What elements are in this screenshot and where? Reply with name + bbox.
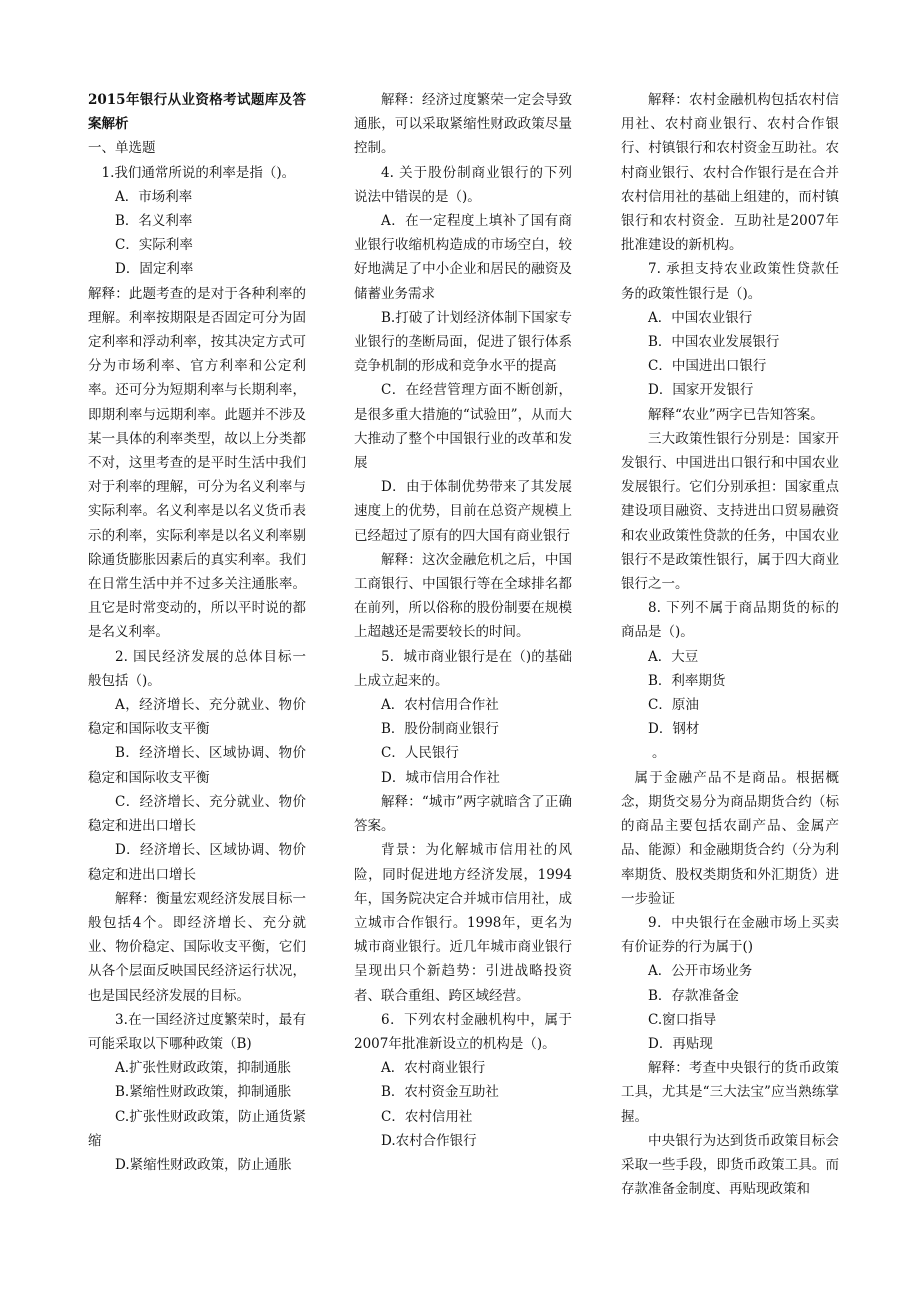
q3-option-a: A.扩张性财政政策，抑制通胀 <box>115 1060 292 1077</box>
q1-option-d: D．固定利率 <box>115 261 194 278</box>
question-7: 7. 承担支持农业政策性贷款任务的政策性银行是（)。 <box>621 261 839 302</box>
question-4: 4. 关于股份制商业银行的下列说法中错误的是（)。 <box>354 164 572 205</box>
q5-explanation: 解释：“城市”两字就暗含了正确答案。 <box>354 793 572 835</box>
q4-option-c: C．在经营管理方面不断创新，是很多重大措施的“试验田”，从而大大推动了整个中国银行业的改革和发展 <box>354 382 572 472</box>
q8-option-d: D．钢材 <box>648 721 700 738</box>
q4-explanation: 解释：这次金融危机之后，中国工商银行、中国银行等在全球排名都在前列，所以俗称的股份制要在规模上超越还是需要较长的时间。 <box>354 551 572 641</box>
q3-option-d: D.紧缩性财政政策，防止通胀 <box>115 1156 292 1173</box>
q9-option-a: A．公开市场业务 <box>648 963 753 980</box>
q1-explanation: 解释：此题考查的是对于各种利率的理解。利率按期限是否固定可分为固定利率和浮动利率，按其决定方式可分为市场利率、官方利率和公定利率。还可分为短期利率与长期利率，即期利率与远期利率。此题并不涉及某一具体的利率类型，故以上分类都不对，这里考查的是平时生活中我们对于利率的理解，可分为名义利率与实际利率。名义利率是以名义货币表示的利率，实际利率是以名义利率剔除通货膨胀因素后的真实利率。我们在日常生活中并不过多关注通胀率。且它是时常变动的，所以平时说的都是名义利率。 <box>88 285 306 641</box>
q2-option-d: D．经济增长、区域协调、物价稳定和进出口增长 <box>88 842 306 883</box>
q7-option-c: C．中国进出口银行 <box>648 358 767 375</box>
q8-option-b: B．利率期货 <box>648 672 726 689</box>
section-heading: 一、单选题 <box>88 140 156 157</box>
q1-option-b: B．名义利率 <box>115 213 193 230</box>
q9-option-d: D．再贴现 <box>648 1035 713 1052</box>
q8-option-c: C．原油 <box>648 697 699 714</box>
q9-option-b: B．存款准备金 <box>648 987 739 1004</box>
question-9: 9．中央银行在金融市场上买卖有价证券的行为属于() <box>621 914 839 956</box>
q5-option-a: A．农村信用合作社 <box>381 697 499 714</box>
q3-option-b: B.紧缩性财政政策，抑制通胀 <box>115 1084 292 1101</box>
q6-option-b: B．农村资金互助社 <box>381 1084 499 1101</box>
question-3: 3.在一国经济过度繁荣时，最有可能采取以下哪种政策（B) <box>88 1011 306 1052</box>
q6-explanation: 解释：农村金融机构包括农村信用社、农村商业银行、农村合作银行、村镇银行和农村资金互助社。农村商业银行、农村合作银行是在合并农村信用社的基础上组建的，而村镇银行和农村资金．互助社是2007年批准建设的新机构。 <box>621 92 839 254</box>
q7-option-a: A．中国农业银行 <box>648 309 753 326</box>
q2-explanation: 解释：衡量宏观经济发展目标一般包括4个。即经济增长、充分就业、物价稳定、国际收支平衡，它们从各个层面反映国民经济运行状况，也是国民经济发展的目标。 <box>88 890 306 1004</box>
column-left <box>88 88 306 1177</box>
question-6: 6．下列农村金融机构中，属于2007年批准新设立的机构是（)。 <box>354 1011 572 1052</box>
q7-explanation-detail: 三大政策性银行分别是：国家开发银行、中国进出口银行和中国农业发展银行。它们分别承担：国家重点建设项目融资、支持进出口贸易融资和农业政策性贷款的任务，中国农业银行不是政策性银行，属于四大商业银行之一。 <box>621 430 839 593</box>
question-8: 8. 下列不属于商品期货的标的商品是（)。 <box>621 600 839 641</box>
q3-explanation: 解释：经济过度繁荣一定会导致通胀，可以采取紧缩性财政政策尽量控制。 <box>354 92 572 157</box>
question-1: 1.我们通常所说的利率是指（)。 <box>101 164 296 181</box>
q9-option-c: C.窗口指导 <box>648 1011 717 1028</box>
q7-option-d: D．国家开发银行 <box>648 382 754 399</box>
question-5: 5．城市商业银行是在（)的基础上成立起来的。 <box>354 648 572 689</box>
column-right <box>621 88 839 1201</box>
q6-option-a: A．农村商业银行 <box>381 1060 486 1077</box>
q9-explanation-detail: 中央银行为达到货币政策目标会采取一些手段，即货币政策工具。而存款准备金制度、再贴现政策和 <box>621 1132 839 1198</box>
q7-option-b: B．中国农业发展银行 <box>648 334 780 351</box>
q6-option-d: D.农村合作银行 <box>381 1132 477 1149</box>
q5-background: 背景：为化解城市信用社的风险，同时促进地方经济发展，1994年，国务院决定合并城市信用社，成立城市合作银行。1998年，更名为城市商业银行。近几年城市商业银行呈现出只个新趋势：引进战略投资者、联合重组、跨区域经营。 <box>354 842 572 1004</box>
q2-option-c: C．经济增长、充分就业、物价稳定和进出口增长 <box>88 793 306 835</box>
document-title: 2015年银行从业资格考试题库及答案解析 <box>88 92 306 133</box>
q5-option-c: C．人民银行 <box>381 745 459 762</box>
q4-option-d: D．由于体制优势带来了其发展速度上的优势，目前在总资产规模上已经超过了原有的四大国有商业银行 <box>354 479 572 544</box>
q7-explanation: 解释“农业”两字已告知答案。 <box>648 406 824 423</box>
q5-option-b: B．股份制商业银行 <box>381 721 499 738</box>
q8-explanation: 属于金融产品不是商品。根据概念，期货交易分为商品期货合约（标的商品主要包括农副产品、金属产品、能源）和金融期货合约（分为利率期货、股权类期货和外汇期货）进一步验证 <box>621 769 839 907</box>
q5-option-d: D．城市信用合作社 <box>381 769 500 786</box>
q4-option-a: A．在一定程度上填补了国有商业银行收缩机构造成的市场空白，较好地满足了中小企业和居民的融资及储蓄业务需求 <box>354 213 572 302</box>
q3-option-c: C.扩张性财政政策，防止通货紧缩 <box>88 1108 306 1149</box>
question-2: 2. 国民经济发展的总体目标一般包括（)。 <box>88 648 306 689</box>
q1-option-a: A．市场利率 <box>115 188 193 205</box>
q4-option-b: B.打破了计划经济体制下国家专业银行的垄断局面，促进了银行体系竞争机制的形成和竞争水平的提高 <box>354 309 572 375</box>
q9-explanation: 解释：考查中央银行的货币政策工具，尤其是“三大法宝”应当熟练掌握。 <box>621 1060 839 1125</box>
q8-stray-mark: 。 <box>652 745 666 762</box>
column-middle <box>354 88 572 1153</box>
q8-option-a: A．大豆 <box>648 648 699 665</box>
q2-option-a: A，经济增长、充分就业、物价稳定和国际收支平衡 <box>88 697 306 738</box>
q2-option-b: B．经济增长、区域协调、物价稳定和国际收支平衡 <box>88 745 306 786</box>
q6-option-c: C．农村信用社 <box>381 1108 473 1125</box>
q1-option-c: C．实际利率 <box>115 237 193 254</box>
